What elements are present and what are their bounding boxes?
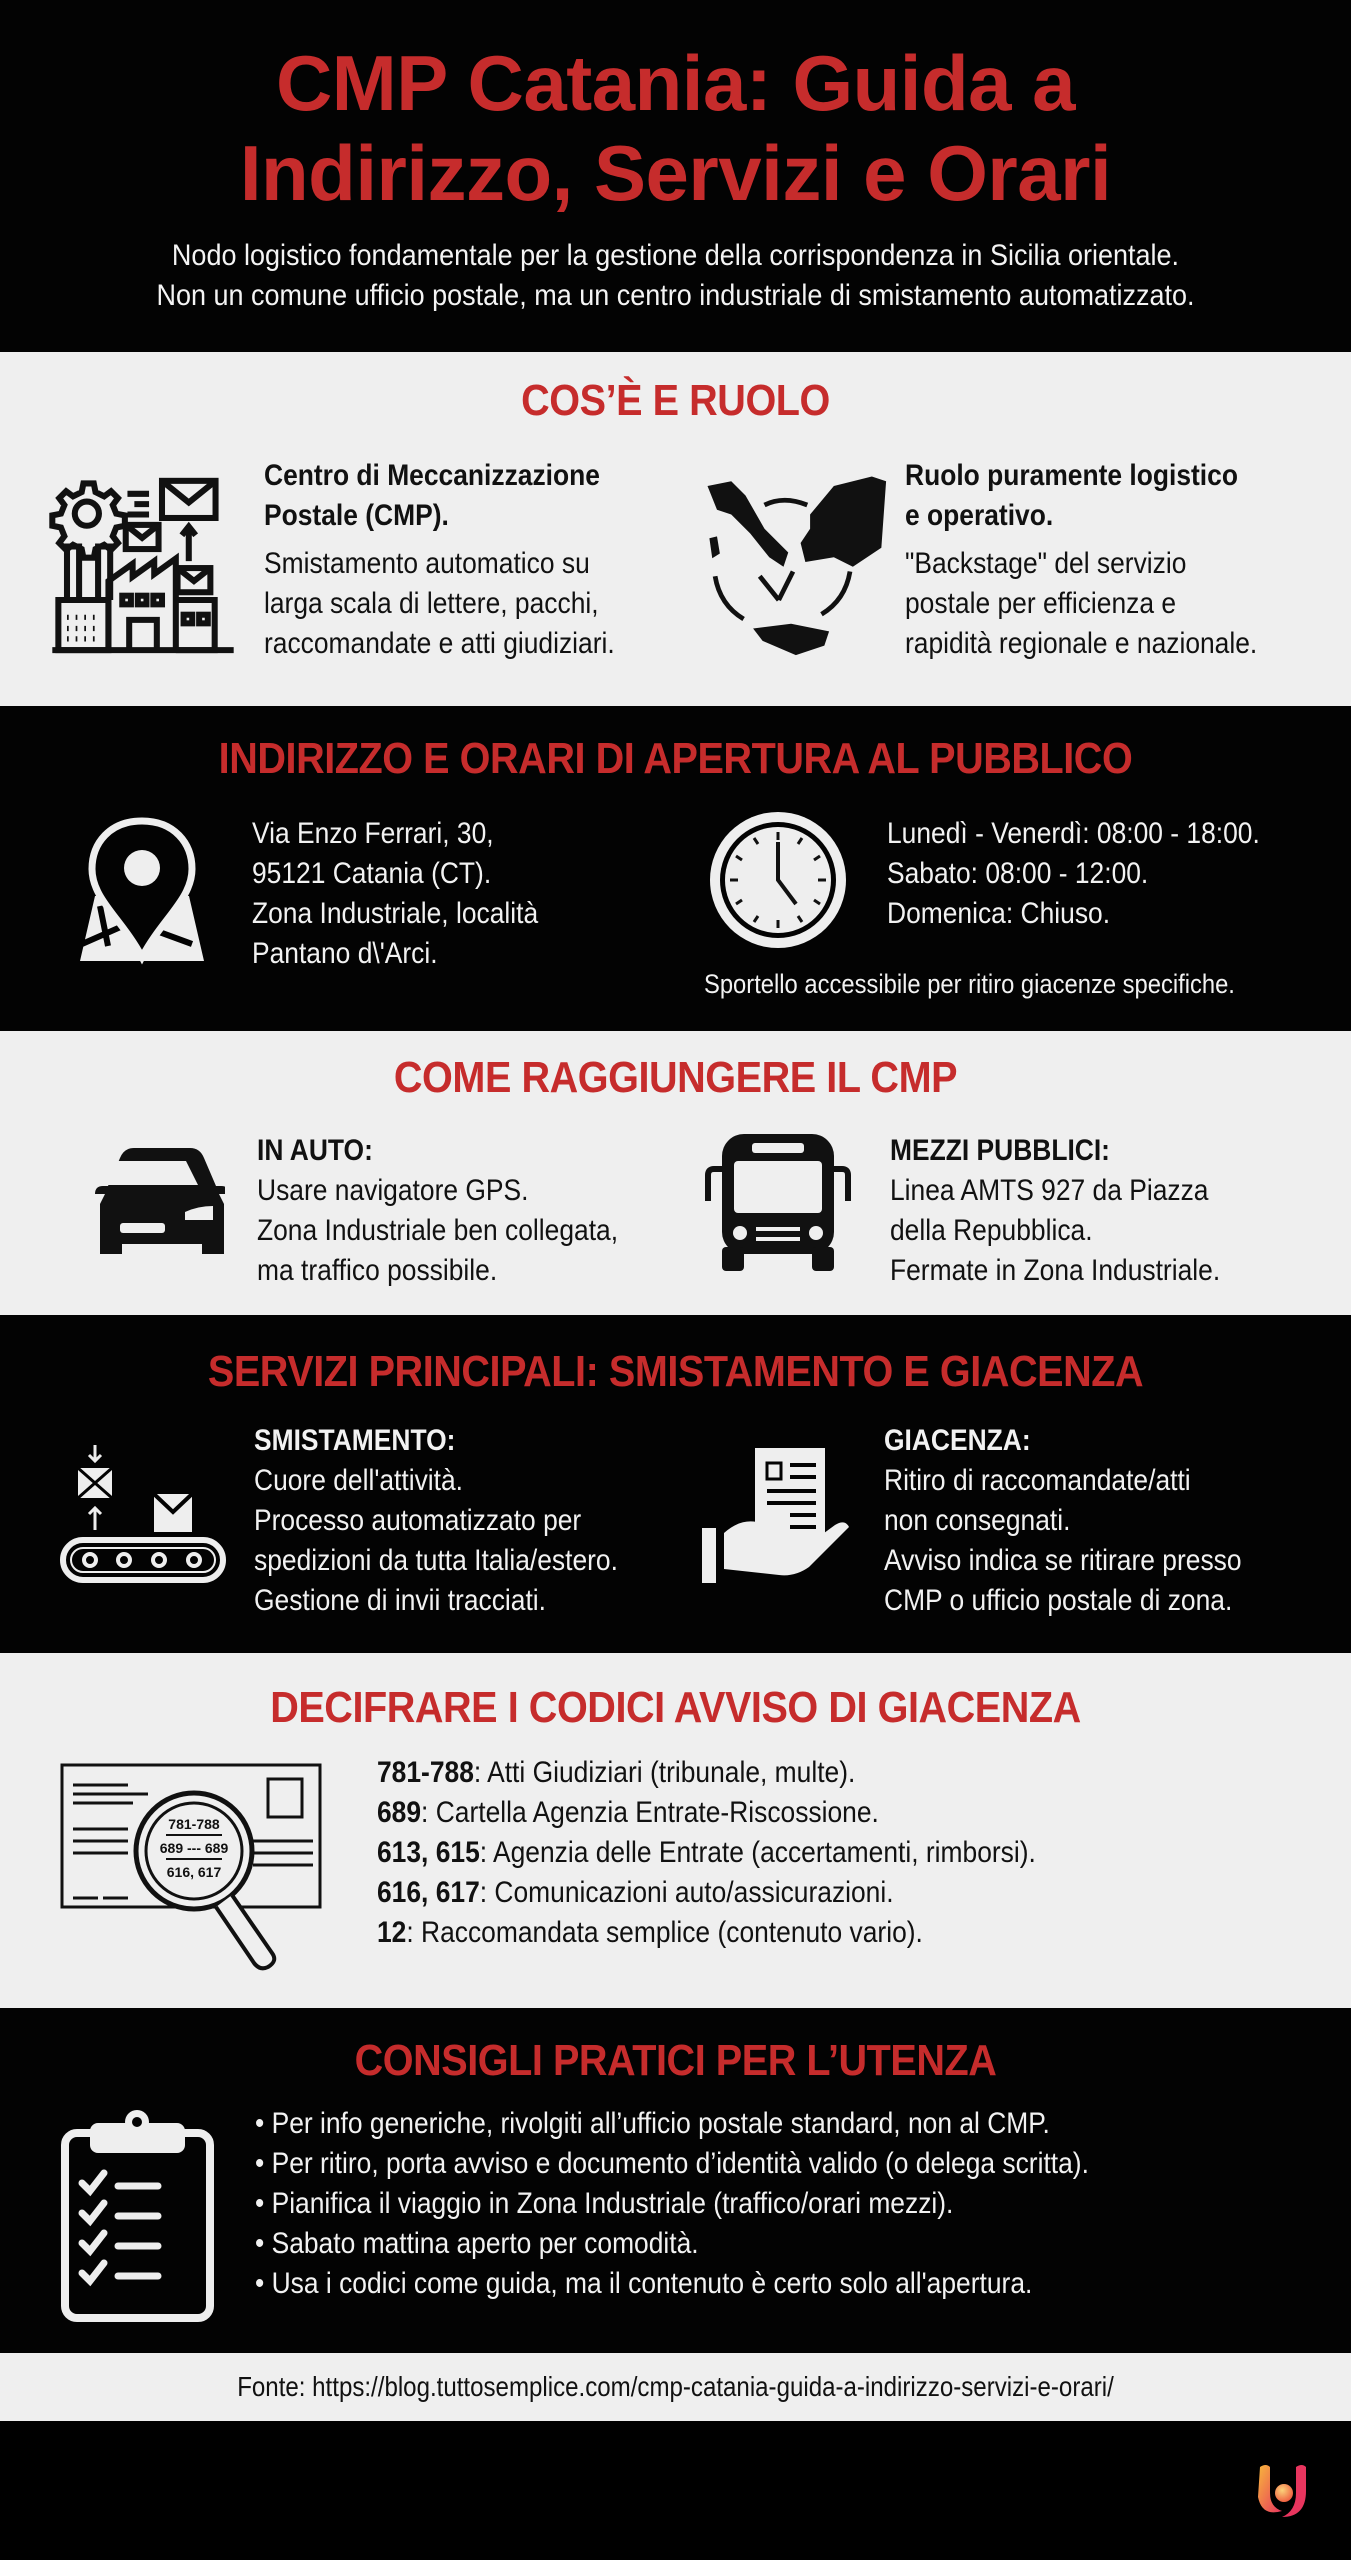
public-transport-directions bbox=[890, 1131, 1220, 1291]
section-consigli bbox=[0, 2008, 1351, 2353]
hours-line: Sabato: 08:00 - 12:00. bbox=[887, 857, 1149, 890]
bus-line: della Repubblica. bbox=[890, 1214, 1093, 1247]
section-title: COS’È E RUOLO bbox=[521, 376, 830, 425]
subtitle bbox=[0, 236, 1351, 316]
bus-heading: MEZZI PUBBLICI: bbox=[890, 1134, 1110, 1167]
smistamento-service bbox=[254, 1421, 618, 1621]
tip-text: Pianifica il viaggio in Zona Industriale (traffico/orari mezzi). bbox=[271, 2187, 954, 2220]
service-line: Cuore dell'attività. bbox=[254, 1464, 464, 1497]
section-title: CONSIGLI PRATICI PER L’UTENZA bbox=[354, 2036, 997, 2085]
conveyor-mail-icon bbox=[60, 1440, 228, 1585]
code-item bbox=[377, 1833, 1036, 1873]
code-item bbox=[377, 1913, 1036, 1953]
page-title bbox=[0, 38, 1351, 218]
section-cose-ruolo bbox=[0, 352, 1351, 706]
code-description: : Agenzia delle Entrate (accertamenti, rimborsi). bbox=[479, 1836, 1036, 1869]
heading-line: Ruolo puramente logistico bbox=[905, 459, 1238, 492]
role-description bbox=[905, 456, 1257, 664]
tuttosemplice-logo-icon bbox=[1250, 2461, 1312, 2523]
opening-hours bbox=[887, 814, 1260, 934]
service-heading: GIACENZA: bbox=[884, 1424, 1031, 1457]
service-line: non consegnati. bbox=[884, 1504, 1071, 1537]
address-line: Zona Industriale, località bbox=[252, 897, 539, 930]
section-title: DECIFRARE I CODICI AVVISO DI GIACENZA bbox=[270, 1683, 1081, 1732]
tip-item: • Per info generiche, rivolgiti all’ufficio postale standard, non al CMP. bbox=[255, 2107, 1050, 2140]
car-line: Zona Industriale ben collegata, bbox=[257, 1214, 619, 1247]
heading-line: Centro di Meccanizzazione bbox=[264, 459, 600, 492]
heading-line: e operativo. bbox=[905, 499, 1054, 532]
code-number: 689 bbox=[377, 1796, 422, 1829]
section-come-raggiungere bbox=[0, 1031, 1351, 1315]
code-number: 781-788 bbox=[377, 1756, 474, 1789]
clipboard-checklist-icon bbox=[60, 2108, 215, 2323]
tip-text: Per info generiche, rivolgiti all’ufficio postale standard, non al CMP. bbox=[271, 2107, 1050, 2140]
section-title: INDIRIZZO E ORARI DI APERTURA AL PUBBLICO bbox=[218, 734, 1133, 783]
service-line: CMP o ufficio postale di zona. bbox=[884, 1584, 1233, 1617]
code-item bbox=[377, 1873, 1036, 1913]
body-line: raccomandate e atti giudiziari. bbox=[264, 627, 615, 660]
address-line: Via Enzo Ferrari, 30, bbox=[252, 817, 494, 850]
title-line-2: Indirizzo, Servizi e Orari bbox=[239, 129, 1112, 217]
source-footer bbox=[0, 2353, 1351, 2421]
service-line: spedizioni da tutta Italia/estero. bbox=[254, 1544, 618, 1577]
tip-text: Usa i codici come guida, ma il contenuto è certo solo all'apertura. bbox=[271, 2267, 1033, 2300]
code-number: 12 bbox=[377, 1916, 407, 1949]
subtitle-line-1: Nodo logistico fondamentale per la gestione della corrispondenza in Sicilia orientale. bbox=[171, 239, 1180, 272]
service-line: Avviso indica se ritirare presso bbox=[884, 1544, 1242, 1577]
car-line: Usare navigatore GPS. bbox=[257, 1174, 529, 1207]
icon-code-label: 781-788 bbox=[168, 1816, 220, 1832]
service-line: Ritiro di raccomandate/atti bbox=[884, 1464, 1191, 1497]
factory-mail-icon bbox=[48, 464, 238, 654]
hours-note: Sportello accessibile per ritiro giacenze specifiche. bbox=[704, 969, 1235, 999]
address-line: 95121 Catania (CT). bbox=[252, 857, 492, 890]
body-line: Smistamento automatico su bbox=[264, 547, 590, 580]
bus-line: Fermate in Zona Industriale. bbox=[890, 1254, 1221, 1287]
heading-line: Postale (CMP). bbox=[264, 499, 449, 532]
header bbox=[0, 0, 1351, 352]
address bbox=[252, 814, 538, 974]
code-description: : Comunicazioni auto/assicurazioni. bbox=[479, 1876, 894, 1909]
hours-line: Domenica: Chiuso. bbox=[887, 897, 1111, 930]
car-directions bbox=[257, 1131, 618, 1291]
car-icon bbox=[60, 1143, 225, 1265]
body-line: postale per efficienza e bbox=[905, 587, 1177, 620]
section-title: COME RAGGIUNGERE IL CMP bbox=[393, 1053, 958, 1102]
body-line: "Backstage" del servizio bbox=[905, 547, 1187, 580]
code-item bbox=[377, 1793, 1036, 1833]
giacenza-service bbox=[884, 1421, 1242, 1621]
tips-list bbox=[255, 2104, 1089, 2304]
tip-item: • Per ritiro, porta avviso e documento d’identità valido (o delega scritta). bbox=[255, 2147, 1089, 2180]
hours-line: Lunedì - Venerdì: 08:00 - 18:00. bbox=[887, 817, 1260, 850]
clock-icon bbox=[704, 806, 852, 954]
address-line: Pantano d\'Arci. bbox=[252, 937, 438, 970]
icon-code-label: 616, 617 bbox=[166, 1864, 222, 1880]
map-pin-icon bbox=[60, 816, 225, 966]
italy-europe-map-icon bbox=[698, 467, 888, 657]
bus-icon bbox=[700, 1129, 855, 1274]
bus-line: Linea AMTS 927 da Piazza bbox=[890, 1174, 1209, 1207]
service-line: Processo automatizzato per bbox=[254, 1504, 582, 1537]
car-line: ma traffico possibile. bbox=[257, 1254, 498, 1287]
tip-item: • Usa i codici come guida, ma il contenuto è certo solo all'apertura. bbox=[255, 2267, 1033, 2300]
subtitle-line-2: Non un comune ufficio postale, ma un centro industriale di smistamento automatizzato. bbox=[156, 279, 1195, 312]
body-line: larga scala di lettere, pacchi, bbox=[264, 587, 599, 620]
icon-code-label: 689 --- 689 bbox=[159, 1840, 229, 1856]
tip-text: Per ritiro, porta avviso e documento d’identità valido (o delega scritta). bbox=[271, 2147, 1089, 2180]
service-line: Gestione di invii tracciati. bbox=[254, 1584, 546, 1617]
car-heading: IN AUTO: bbox=[257, 1134, 373, 1167]
service-heading: SMISTAMENTO: bbox=[254, 1424, 456, 1457]
envelope-magnifier-icon bbox=[58, 1761, 328, 1971]
code-number: 613, 615 bbox=[377, 1836, 480, 1869]
code-description: : Atti Giudiziari (tribunale, multe). bbox=[473, 1756, 856, 1789]
code-description: : Raccomandata semplice (contenuto vario). bbox=[406, 1916, 923, 1949]
bottom-bar bbox=[0, 2421, 1351, 2560]
section-codici bbox=[0, 1653, 1351, 2008]
tip-text: Sabato mattina aperto per comodità. bbox=[271, 2227, 699, 2260]
hand-document-icon bbox=[700, 1443, 855, 1588]
codes-list bbox=[377, 1753, 1036, 1953]
section-servizi bbox=[0, 1315, 1351, 1653]
section-indirizzo-orari bbox=[0, 706, 1351, 1031]
source-link[interactable]: Fonte: https://blog.tuttosemplice.com/cmp-catania-guida-a-indirizzo-servizi-e-orari/ bbox=[237, 2371, 1114, 2402]
cmp-definition bbox=[264, 456, 615, 664]
code-item bbox=[377, 1753, 1036, 1793]
tip-item: • Sabato mattina aperto per comodità. bbox=[255, 2227, 699, 2260]
code-number: 616, 617 bbox=[377, 1876, 480, 1909]
body-line: rapidità regionale e nazionale. bbox=[905, 627, 1258, 660]
section-title: SERVIZI PRINCIPALI: SMISTAMENTO E GIACENZA bbox=[207, 1347, 1144, 1396]
tip-item: • Pianifica il viaggio in Zona Industriale (traffico/orari mezzi). bbox=[255, 2187, 954, 2220]
code-description: : Cartella Agenzia Entrate-Riscossione. bbox=[421, 1796, 879, 1829]
title-line-1: CMP Catania: Guida a bbox=[275, 39, 1076, 127]
